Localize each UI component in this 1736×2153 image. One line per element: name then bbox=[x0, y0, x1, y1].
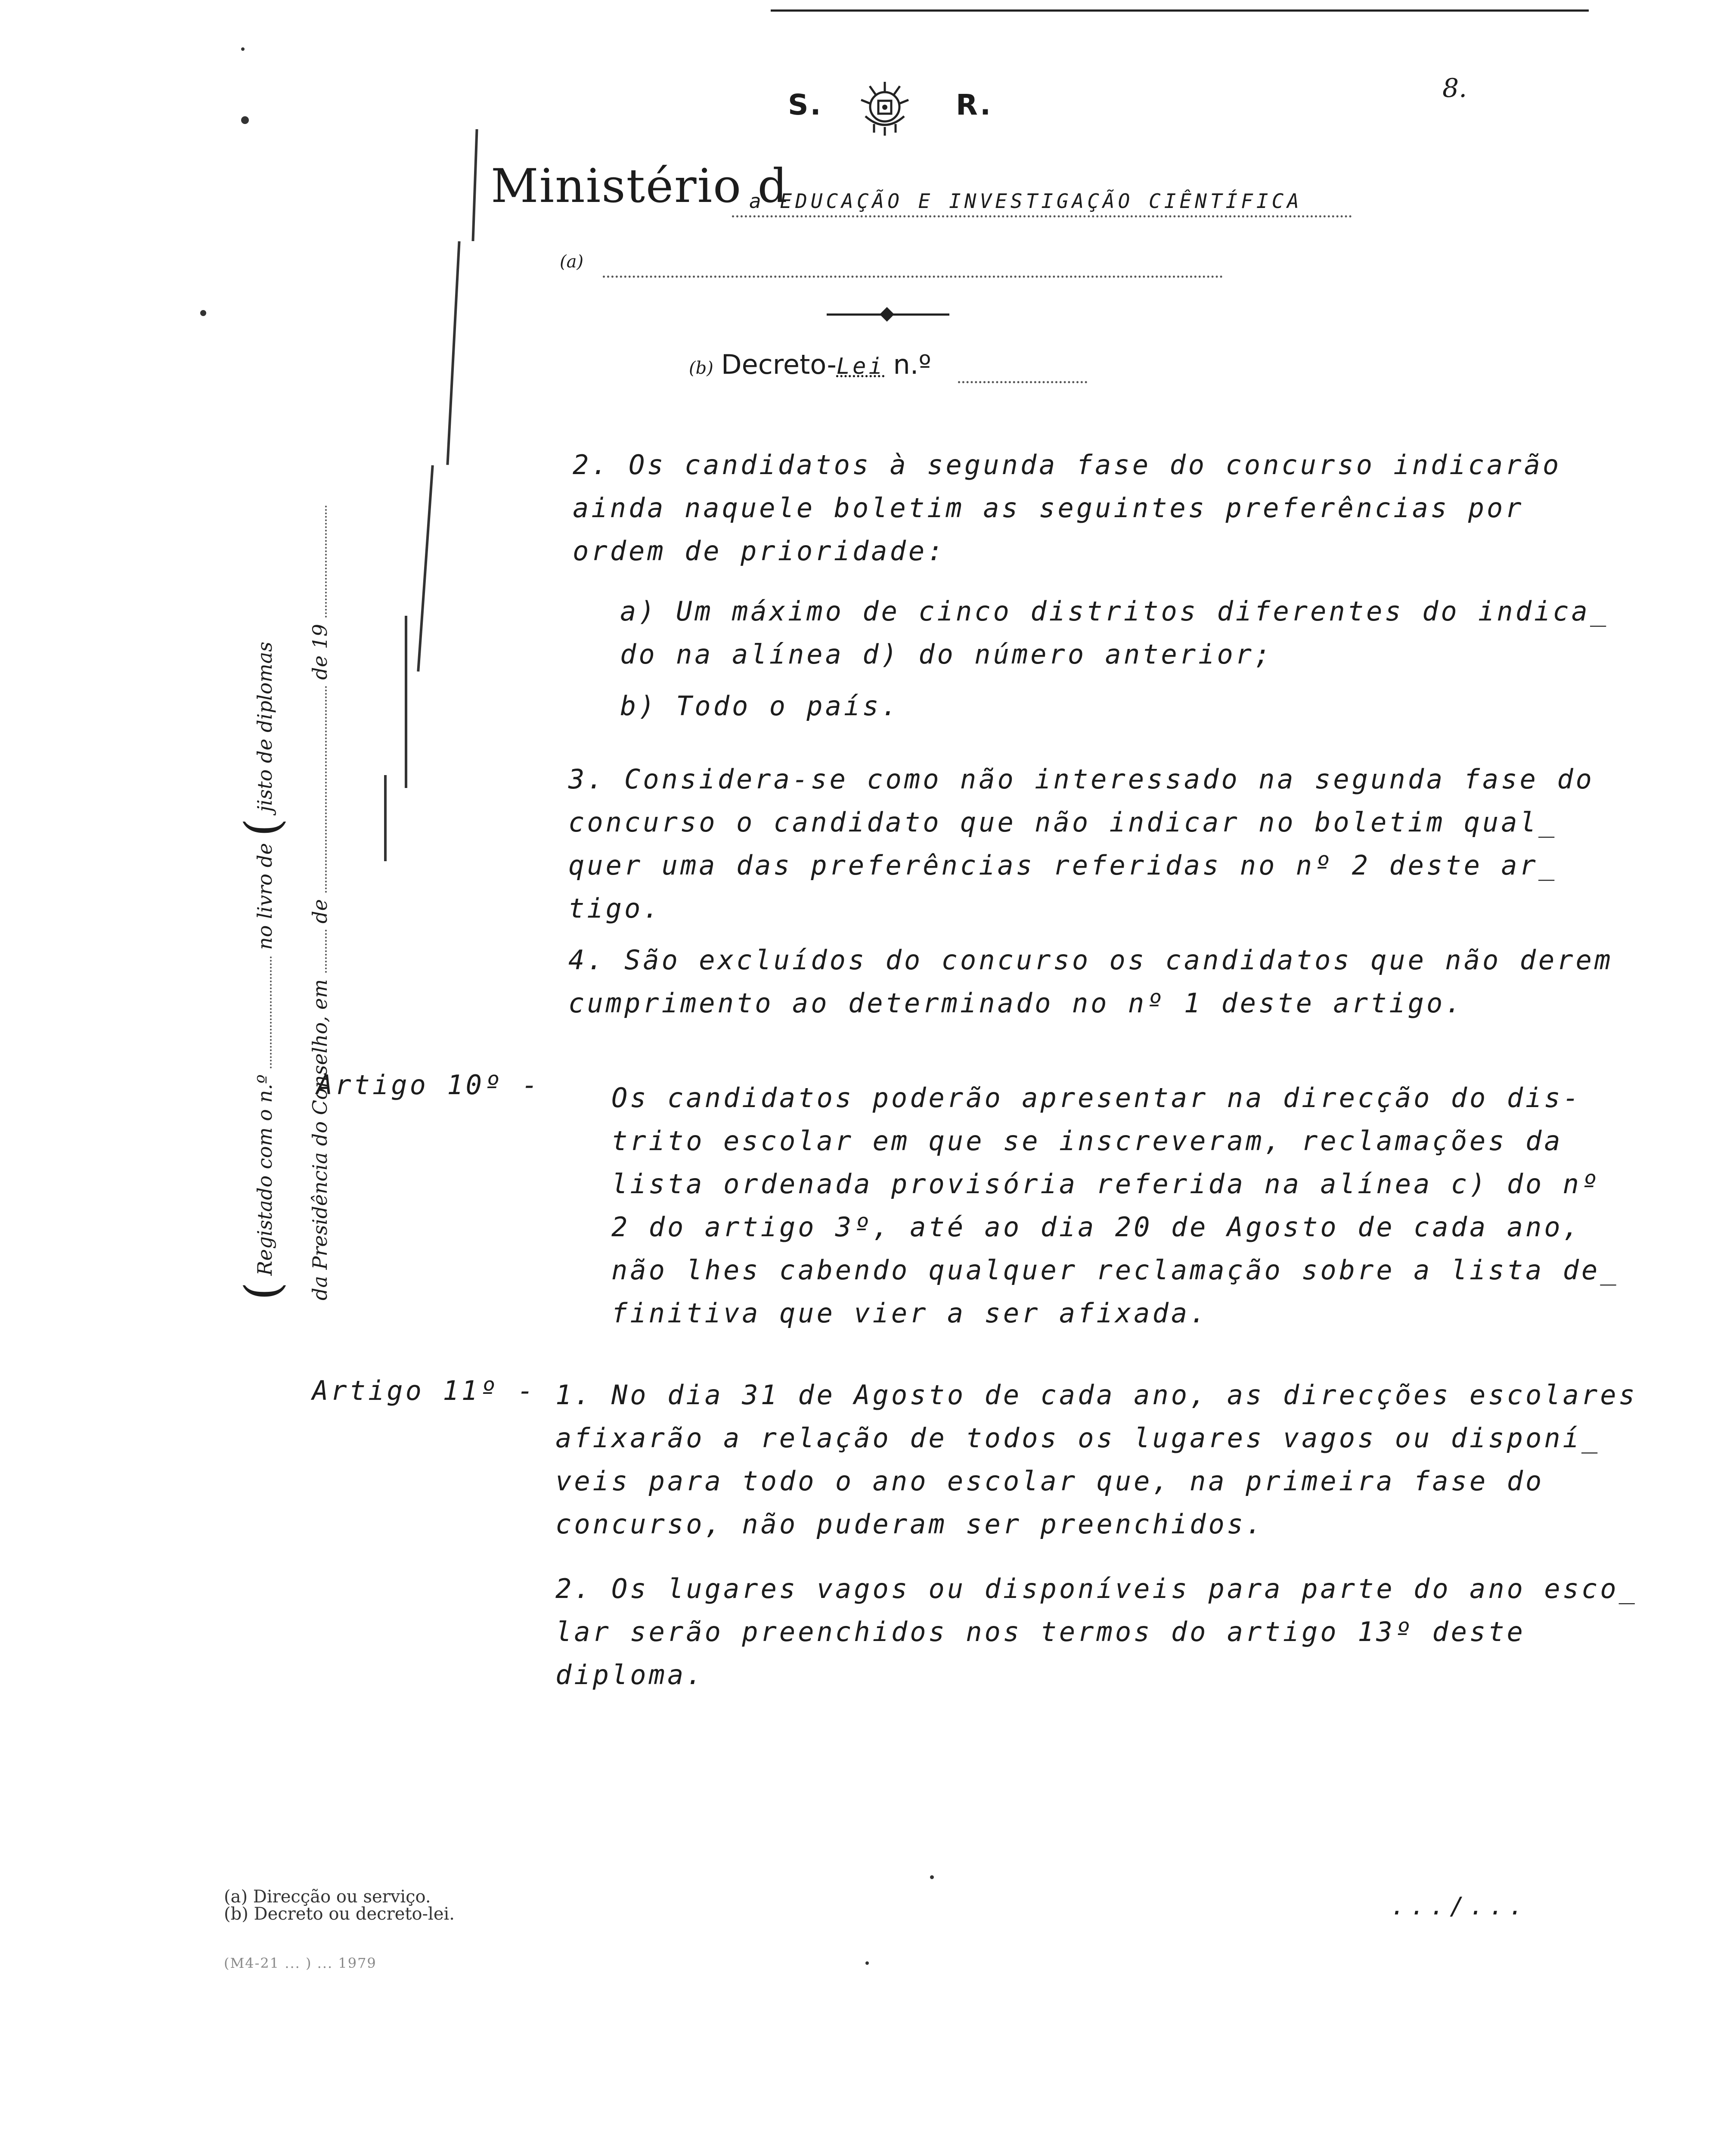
footnote-a: (a) Direcção ou serviço. bbox=[224, 1887, 431, 1907]
margin-rule-middle bbox=[417, 465, 434, 671]
text-line: não lhes cabendo qualquer reclamação sobre a lista de_ bbox=[611, 1254, 1619, 1286]
header-letter-s: S. bbox=[788, 88, 823, 121]
text-line: quer uma das preferências referidas no nº 2 deste ar_ bbox=[568, 850, 1557, 881]
scan-speck bbox=[865, 1961, 869, 1965]
article-10-label: Artigo 10º - bbox=[316, 1069, 540, 1101]
registration-year-label: de 19 bbox=[308, 624, 332, 680]
ministry-label: Ministério d bbox=[491, 159, 788, 213]
text-line: 1. No dia 31 de Agosto de cada ano, as direcções escolares bbox=[555, 1379, 1637, 1411]
text-line: trito escolar em que se inscreveram, reclamações da bbox=[611, 1125, 1563, 1157]
text-line: concurso o candidato que não indicar no boletim qual_ bbox=[568, 807, 1557, 838]
ministry-dotted-line bbox=[732, 215, 1352, 217]
article-11-label: Artigo 11º - bbox=[312, 1375, 536, 1406]
divider-diamond bbox=[880, 307, 894, 322]
continuation-mark: .../... bbox=[1391, 1892, 1529, 1920]
text-line: 2. Os candidatos à segunda fase do concurso indicarão bbox=[573, 449, 1562, 481]
decree-marker: (b) bbox=[689, 358, 713, 378]
top-rule bbox=[771, 9, 1589, 12]
registration-book-label: no livro de bbox=[253, 843, 276, 950]
paragraph-2 bbox=[573, 444, 1561, 573]
text-line: lista ordenada provisória referida na alínea c) do nº bbox=[611, 1168, 1600, 1200]
decree-dotted-line bbox=[958, 381, 1087, 383]
field-a-dotted-line bbox=[603, 276, 1223, 278]
text-line: tigo. bbox=[568, 893, 662, 924]
text-line: 4. São excluídos do concurso os candidatos que não derem bbox=[568, 944, 1613, 976]
registration-line-2 bbox=[292, 525, 347, 1300]
margin-rule-top bbox=[471, 129, 478, 241]
margin-rule-bottom bbox=[384, 775, 387, 861]
text-line: ainda naquele boletim as seguintes preferências por bbox=[573, 492, 1524, 524]
margin-rule-lower bbox=[405, 616, 407, 788]
registration-register-label: jisto de diplomas bbox=[253, 642, 276, 812]
registration-number-label: Registado com o n.º bbox=[253, 1074, 276, 1276]
scan-speck bbox=[200, 310, 206, 316]
scan-speck bbox=[241, 116, 249, 124]
decree-lei: Lei bbox=[836, 354, 885, 379]
text-line: finitiva que vier a ser afixada. bbox=[611, 1297, 1209, 1329]
registration-line-1: ( Registado com o n.º no livro de ( jisto de diplomas bbox=[235, 642, 290, 1300]
registration-date-label: da Presidência do Conselho, em bbox=[308, 979, 332, 1300]
decree-label: Decreto- bbox=[721, 349, 837, 380]
registration-month-label: de bbox=[308, 899, 332, 924]
text-line: cumprimento ao determinado no nº 1 deste artigo. bbox=[568, 987, 1464, 1019]
text-line: lar serão preenchidos nos termos do artigo 13º deste bbox=[555, 1616, 1526, 1647]
paragraph-2b: b) Todo o país. bbox=[620, 690, 900, 722]
article-11-paragraph-2 bbox=[555, 1567, 1637, 1697]
margin-rule-upper bbox=[446, 241, 460, 465]
decree-suffix: n.º bbox=[884, 349, 931, 380]
text-line: 2 do artigo 3º, até ao dia 20 de Agosto de cada ano, bbox=[611, 1211, 1582, 1243]
page-number: 8. bbox=[1442, 73, 1467, 103]
ministry-name: a EDUCAÇÃO E INVESTIGAÇÃO CIÊNTÍFICA bbox=[749, 189, 1302, 213]
footnote-b: (b) Decreto ou decreto-lei. bbox=[224, 1904, 455, 1924]
field-a-marker: (a) bbox=[560, 252, 584, 272]
article-11-paragraph-1 bbox=[555, 1374, 1637, 1546]
text-line: do na alínea d) do número anterior; bbox=[620, 639, 1273, 670]
text-line: afixarão a relação de todos os lugares vagos ou disponí_ bbox=[555, 1422, 1600, 1454]
article-10-text bbox=[611, 1076, 1619, 1335]
text-line: Os candidatos poderão apresentar na direcção do dis- bbox=[611, 1082, 1582, 1114]
header-letter-r: R. bbox=[956, 88, 993, 121]
text-line: veis para todo o ano escolar que, na primeira fase do bbox=[555, 1465, 1544, 1497]
paragraph-4 bbox=[568, 939, 1613, 1025]
paragraph-2a bbox=[620, 590, 1609, 676]
registration-note bbox=[235, 525, 347, 1300]
coat-of-arms-icon bbox=[848, 73, 921, 138]
decree-line bbox=[689, 349, 931, 380]
paragraph-3 bbox=[568, 758, 1594, 930]
text-line: ordem de prioridade: bbox=[573, 535, 946, 567]
scan-speck bbox=[241, 47, 245, 51]
text-line: diploma. bbox=[555, 1659, 705, 1691]
form-code: (M4-21 ... ) ... 1979 bbox=[224, 1955, 377, 1971]
scan-speck bbox=[930, 1875, 934, 1879]
text-line: concurso, não puderam ser preenchidos. bbox=[555, 1508, 1265, 1540]
text-line: a) Um máximo de cinco distritos diferentes do indica_ bbox=[620, 596, 1609, 627]
text-line: 2. Os lugares vagos ou disponíveis para parte do ano esco_ bbox=[555, 1573, 1637, 1604]
text-line: 3. Considera-se como não interessado na segunda fase do bbox=[568, 763, 1594, 795]
